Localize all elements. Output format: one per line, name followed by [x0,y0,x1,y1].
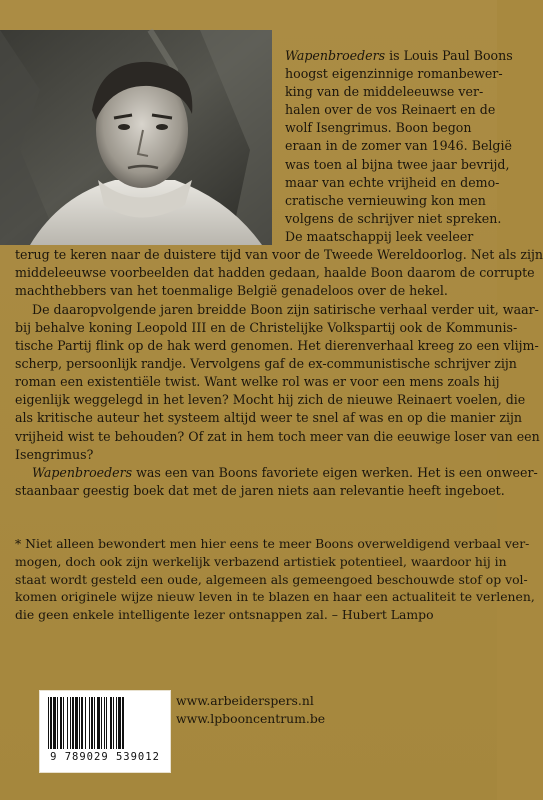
intro-line: wolf Isengrimus. Boon begon [285,120,472,136]
barcode-bar [67,697,68,749]
barcode-bar [75,697,78,749]
barcode-bar [94,697,95,749]
barcode-bar [122,697,124,749]
quote-line: die geen enkele intelligente lezer ontsnappen zal. – Hubert Lampo [15,607,434,623]
intro-paragraph-continued [15,246,543,300]
isbn-number: 9 789029 539012 [50,751,160,763]
third-paragraph-continued [15,482,505,500]
barcode-bar [113,697,114,749]
body-line: was een van Boons favoriete eigen werken. Het is een onweer- [132,465,538,480]
intro-line: volgens de schrijver niet spreken. [285,210,502,226]
booncentrum-url[interactable]: www.lpbooncentrum.be [176,711,326,726]
barcode-bar [91,697,93,749]
barcode-bar [110,697,112,749]
body-line: Isengrimus? [15,446,94,462]
quote-line: * Niet alleen bewondert men hier eens te meer Boons overweldigend verbaal ver- [15,536,530,551]
body-line: bij behalve koning Leopold III en de Christelijke Volkspartij ook de Kommunis- [15,320,518,335]
author-photo [0,30,272,245]
barcode-bar [72,697,74,749]
intro-line: cratische vernieuwing kon men [285,192,486,208]
intro-line: was toen al bijna twee jaar bevrijd, [285,156,510,172]
intro-line: machthebbers van het toenmalige België genadeloos over de hekel. [15,283,448,299]
barcode-bar [79,697,80,749]
body-line: als kritische auteur het systeem altijd weer te snel af was en op die manier zijn [15,410,523,426]
book-title: Wapenbroeders [285,48,386,63]
quote-line: mogen, doch ook zijn werkelijk verbazend artistiek potentieel, waardoor hij in [15,553,507,569]
barcode-bar [48,697,49,749]
barcode-bar [89,697,90,749]
review-quote [15,535,535,624]
barcode-bar [60,697,62,749]
intro-line: middeleeuwse voorbeelden dat hadden gedaan, haalde Boon daarom de corrupte [15,265,535,281]
intro-line: halen over de vos Reinaert en de [285,102,496,118]
barcode-bar [50,697,52,749]
second-paragraph-continued [15,319,540,464]
barcode-bar [63,697,64,749]
barcode-bar [53,697,56,749]
barcode-bar [118,697,121,749]
body-line: De daaropvolgende jaren breidde Boon zijn satirische verhaal verder uit, waar- [32,302,539,317]
intro-line: eraan in de zomer van 1946. België [285,138,512,154]
intro-line: king van de middeleeuwse ver- [285,84,484,100]
book-title: Wapenbroeders [32,465,133,480]
barcode-bar [70,697,71,749]
intro-line: is Louis Paul Boons [385,48,513,63]
intro-paragraph [285,47,513,246]
author-portrait-icon [0,30,272,245]
intro-line: De maatschappij leek veeleer [285,228,474,244]
quote-line: staat wordt gesteld een oude, algemeen als gemeengoed beschouwde stof op vol- [15,571,528,587]
third-paragraph [32,464,538,482]
barcode-icon [46,697,164,751]
second-paragraph [32,301,539,319]
barcode-bar [81,697,83,749]
quote-line: komen originele wijze nieuw leven in te blazen en haar een actualiteit te verlenen, [15,589,535,605]
barcode-bar [104,697,105,749]
body-line: vrijheid wist te behouden? Of zat in hem toch meer van die eeuwige loser van een [15,428,540,444]
body-line: staanbaar geestig boek dat met de jaren niets aan relevantie heeft ingeboet. [15,483,505,498]
barcode-bar [116,697,117,749]
barcode-bar [97,697,100,749]
website-links [176,692,325,728]
barcode-bar [57,697,58,749]
body-line: tische Partij flink op de hak werd genomen. Het dierenverhaal kreeg zo een vlijm- [15,338,539,354]
body-line: scherp, persoonlijk randje. Vervolgens gaf de ex-communistische schrijver zijn [15,356,517,372]
barcode-bar [85,697,86,749]
barcode-bar [101,697,102,749]
intro-line: terug te keren naar de duistere tijd van voor de Tweede Wereldoorlog. Net als zijn [15,247,543,262]
intro-line: hoogst eigenzinnige romanbewer- [285,66,503,82]
body-line: eigenlijk weggelegd in het leven? Mocht hij zich de nieuwe Reinaert voelen, die [15,392,526,408]
body-line: roman een existentiële twist. Want welke rol was er voor een mens zoals hij [15,374,500,390]
publisher-url[interactable]: www.arbeiderspers.nl [176,693,314,708]
barcode-bar [106,697,107,749]
intro-line: maar van echte vrijheid en demo- [285,174,500,190]
isbn-barcode [39,690,171,773]
